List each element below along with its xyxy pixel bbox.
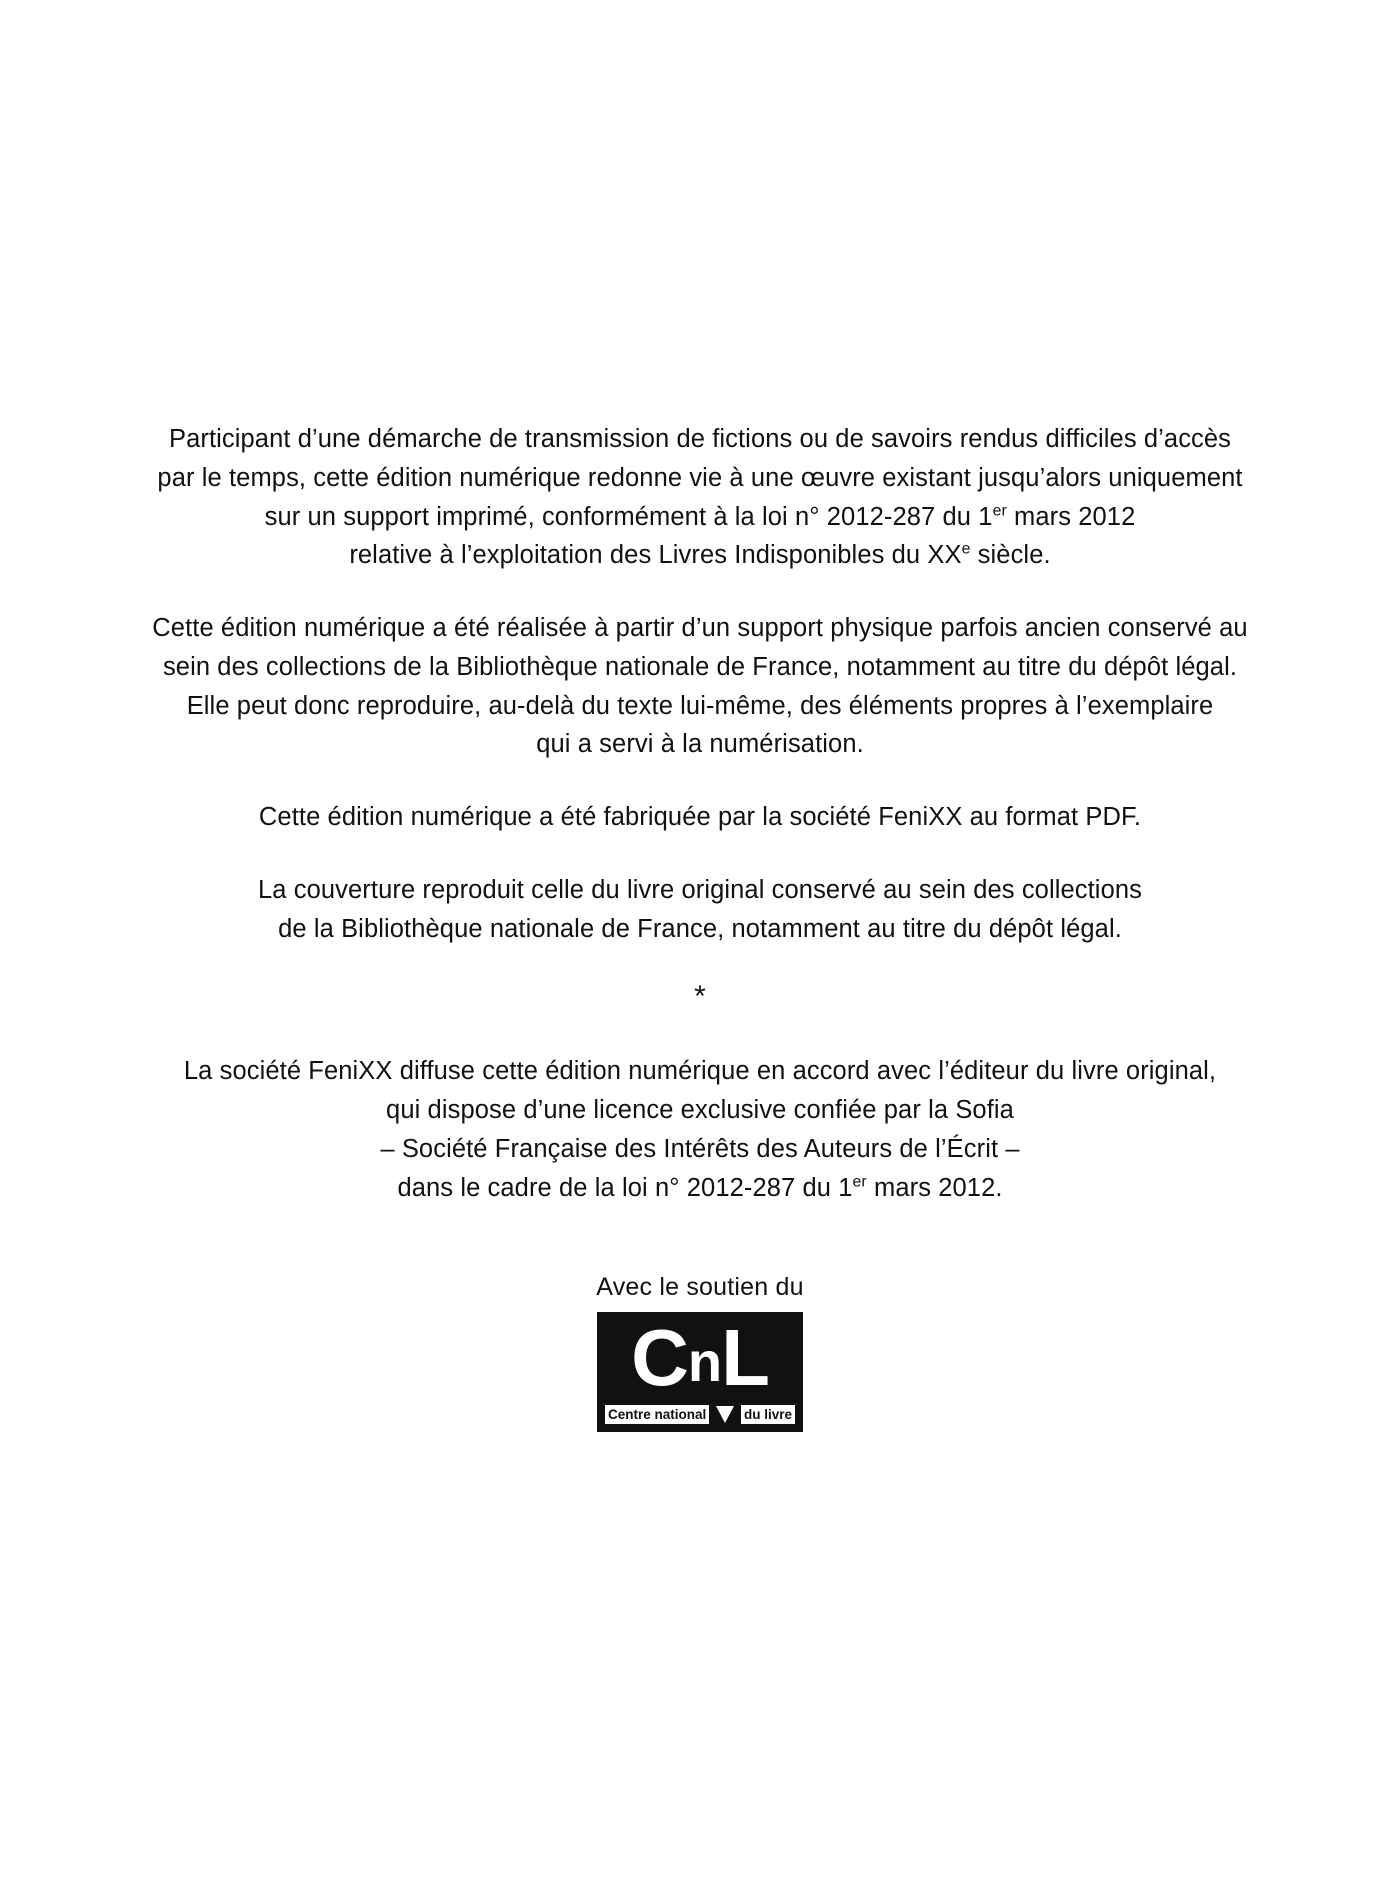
cnl-tagline-left: Centre national — [605, 1405, 709, 1424]
paragraph-line: La société FeniXX diffuse cette édition numérique en accord avec l’éditeur du livre original, — [183, 1057, 1217, 1086]
paragraph-transmission — [140, 420, 1260, 575]
paragraph-line: Cette édition numérique a été fabriquée par la société FeniXX au format PDF. — [258, 803, 1142, 831]
paragraph-support-physique — [140, 609, 1260, 764]
paragraph-line: sein des collections de la Bibliothèque nationale de France, notamment au titre du dépôt légal. — [162, 652, 1238, 681]
cnl-logo-tagline — [605, 1403, 795, 1425]
cnl-letter-l: L — [721, 1313, 769, 1403]
paragraph-fabrication — [140, 798, 1260, 837]
cnl-tagline-right: du livre — [741, 1405, 795, 1424]
paragraph-line-law-2: dans le cadre de la loi n° 2012-287 du 1er mars 2012. — [397, 1173, 1003, 1202]
cnl-wedge-icon — [716, 1406, 734, 1423]
paragraph-line: de la Bibliothèque nationale de France, notamment au titre du dépôt légal. — [278, 914, 1122, 943]
cnl-logo — [597, 1312, 803, 1432]
paragraph-line: par le temps, cette édition numérique redonne vie à une œuvre existant jusqu’alors uniquement — [157, 463, 1243, 492]
paragraph-line: Cette édition numérique a été réalisée à partir d’un support physique parfois ancien conservé au — [152, 614, 1248, 642]
superscript-er: er — [852, 1173, 867, 1190]
support-block — [140, 1273, 1260, 1432]
paragraph-line-law: sur un support imprimé, conformément à la loi n° 2012-287 du 1er mars 2012 — [264, 502, 1136, 531]
paragraph-line: Participant d’une démarche de transmission de fictions ou de savoirs rendus difficiles d’accès — [168, 425, 1232, 453]
legal-notice-body — [140, 420, 1260, 1432]
paragraph-line: Elle peut donc reproduire, au-delà du texte lui-même, des éléments propres à l’exemplaire — [186, 691, 1214, 720]
paragraph-line: La couverture reproduit celle du livre original conservé au sein des collections — [258, 875, 1142, 904]
cnl-letter-n: n — [687, 1330, 722, 1394]
section-separator: * — [694, 980, 706, 1014]
superscript-e: e — [961, 540, 971, 558]
paragraph-line-books: relative à l’exploitation des Livres Indisponibles du XXe siècle. — [349, 540, 1051, 570]
paragraph-couverture — [140, 871, 1260, 949]
paragraph-line: qui a servi à la numérisation. — [536, 730, 864, 759]
cnl-logo-letters — [597, 1313, 803, 1403]
superscript-er: er — [992, 502, 1007, 519]
paragraph-diffusion — [140, 1052, 1260, 1207]
support-label: Avec le soutien du — [596, 1273, 804, 1302]
paragraph-line: – Société Française des Intérêts des Auteurs de l’Écrit – — [380, 1134, 1020, 1163]
paragraph-line: qui dispose d’une licence exclusive confiée par la Sofia — [386, 1096, 1014, 1124]
cnl-letter-c: C — [631, 1313, 688, 1403]
